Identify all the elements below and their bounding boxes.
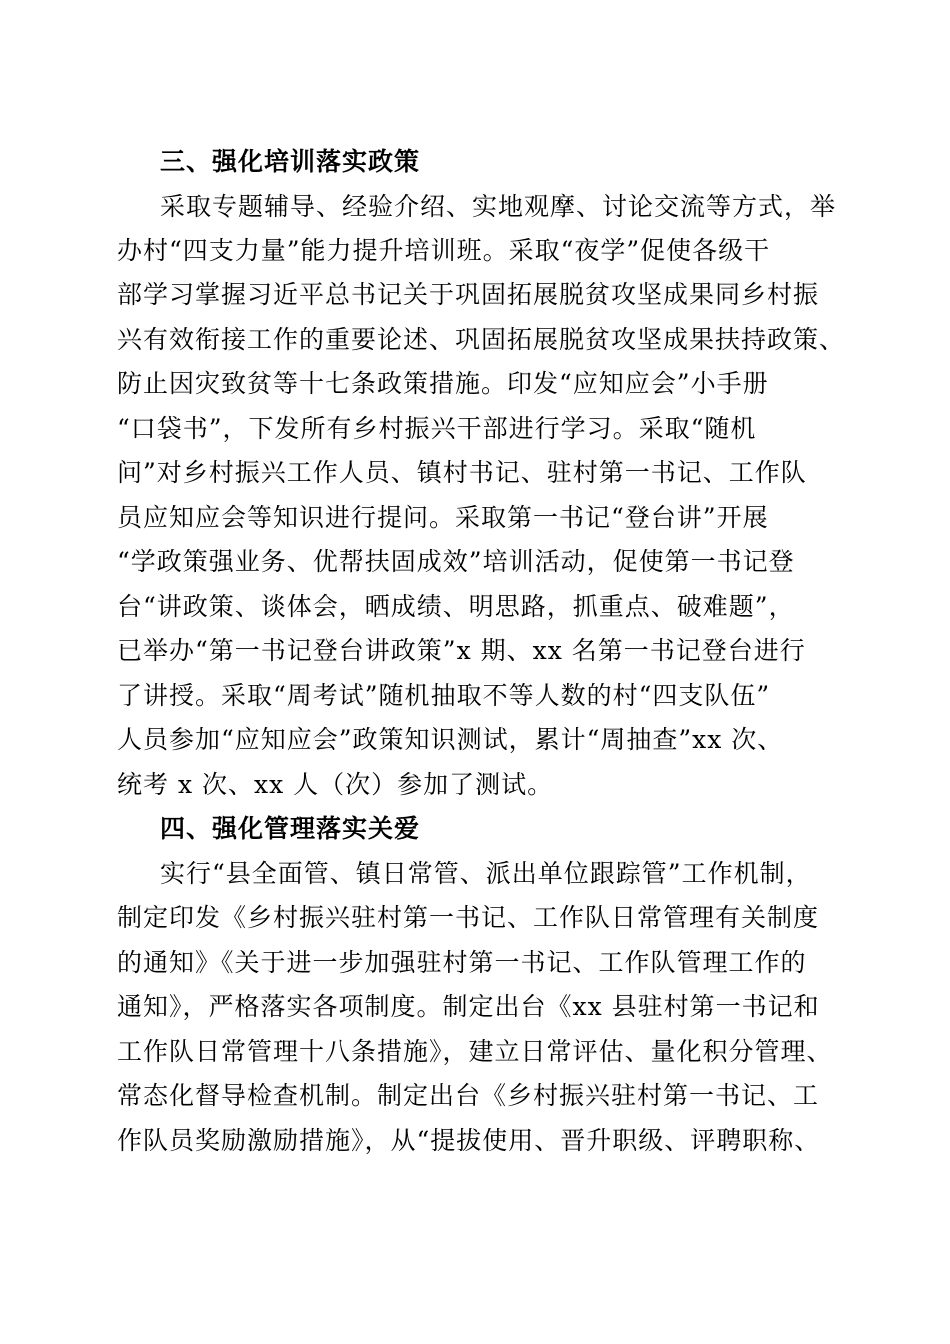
section-4-line: 通知》，严格落实各项制度。制定出台《xx 县驻村第一书记和	[117, 992, 820, 1021]
section-3-line: 员应知应会等知识进行提问。采取第一书记“登台讲”开展	[117, 503, 769, 532]
section-4-line: 实行“县全面管、镇日常管、派出单位跟踪管”工作机制，	[160, 859, 812, 888]
section-3-line: 台“讲政策、谈体会，晒成绩、明思路，抓重点、破难题”，	[117, 592, 795, 621]
section-4-line: 工作队日常管理十八条措施》，建立日常评估、量化积分管理、	[117, 1037, 833, 1066]
section-3-line: 统考 x 次、xx 人（次）参加了测试。	[117, 770, 554, 799]
section-4-line: 制定印发《乡村振兴驻村第一书记、工作队日常管理有关制度	[117, 903, 820, 932]
section-3-line: 兴有效衔接工作的重要论述、巩固拓展脱贫攻坚成果扶持政策、	[117, 325, 846, 354]
section-4-line: 常态化督导检查机制。制定出台《乡村振兴驻村第一书记、工	[117, 1081, 820, 1110]
section-3-line: 问”对乡村振兴工作人员、镇村书记、驻村第一书记、工作队	[117, 458, 807, 487]
section-3-line: 办村“四支力量”能力提升培训班。采取“夜学”促使各级干	[117, 236, 771, 265]
section-3-line: “口袋书”，下发所有乡村振兴干部进行学习。采取“随机	[117, 414, 757, 443]
section-4-line: 作队员奖励激励措施》，从“提拔使用、晋升职级、评聘职称、	[117, 1126, 821, 1155]
section-3-heading: 三、强化培训落实政策	[160, 147, 421, 176]
section-3-line: 人员参加“应知应会”政策知识测试，累计“周抽查”xx 次、	[117, 725, 784, 754]
section-4-line: 的通知》《关于进一步加强驻村第一书记、工作队管理工作的	[117, 948, 807, 977]
section-3-line: 防止因灾致贫等十七条政策措施。印发“应知应会”小手册	[117, 369, 769, 398]
section-3-line: “学政策强业务、优帮扶固成效”培训活动，促使第一书记登	[117, 547, 795, 576]
section-3-line: 采取专题辅导、经验介绍、实地观摩、讨论交流等方式，举	[160, 192, 837, 221]
section-3-line: 已举办“第一书记登台讲政策”x 期、xx 名第一书记登台进行	[117, 636, 806, 665]
section-3-line: 部学习掌握习近平总书记关于巩固拓展脱贫攻坚成果同乡村振	[117, 280, 820, 309]
section-4-heading: 四、强化管理落实关爱	[160, 814, 421, 843]
section-3-line: 了讲授。采取“周考试”随机抽取不等人数的村“四支队伍”	[117, 681, 771, 710]
